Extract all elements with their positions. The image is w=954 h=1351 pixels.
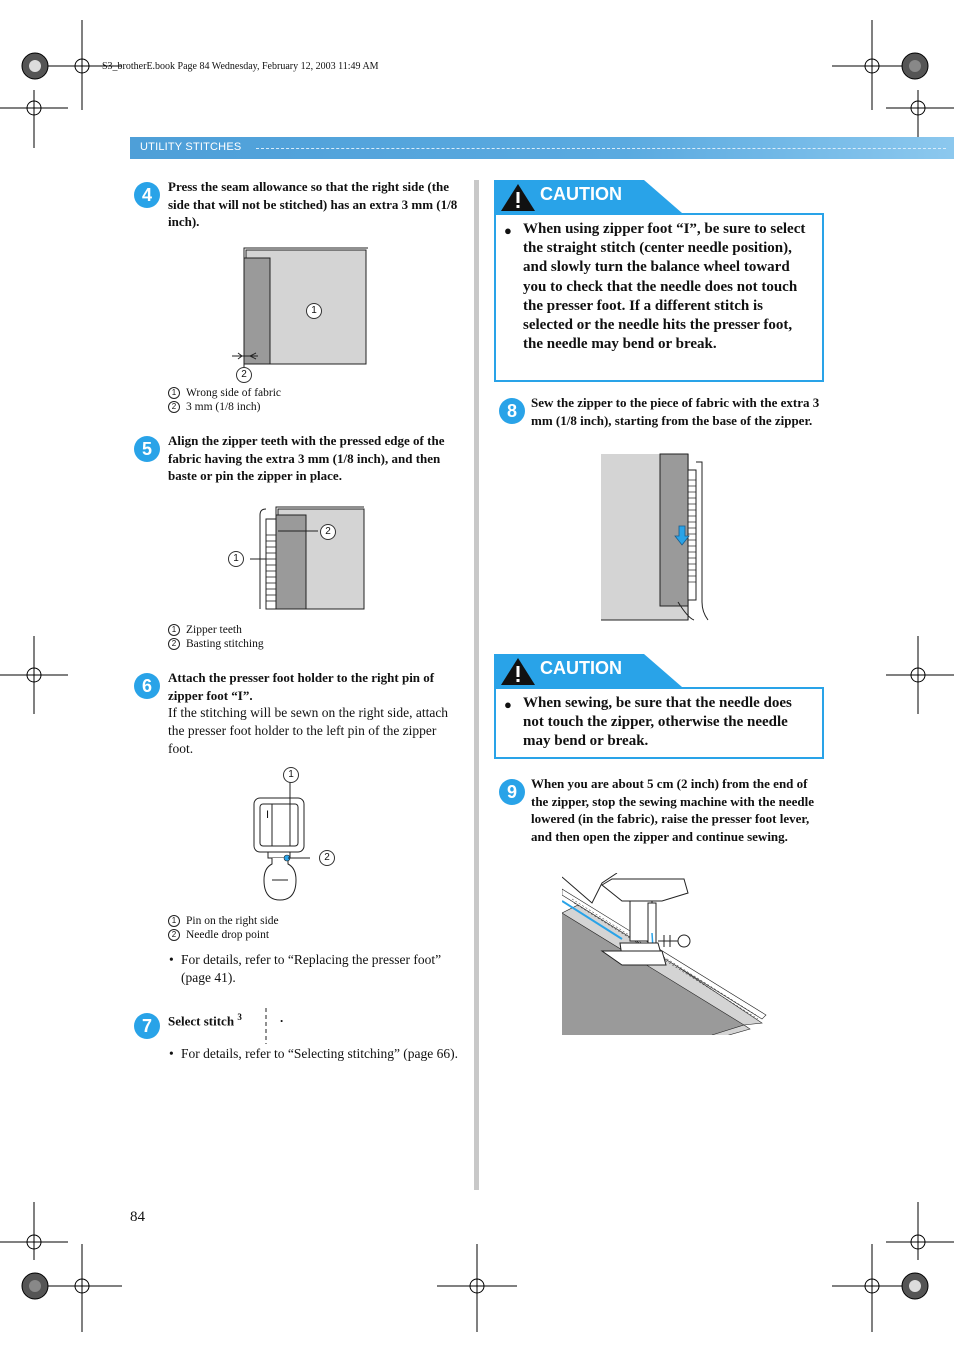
- file-meta: S3_brotherE.book Page 84 Wednesday, February 12, 2003 11:49 AM: [102, 61, 379, 72]
- step-9-text: When you are about 5 cm (2 inch) from the end of the zipper, stop the sewing machine with the needle lowered (in the fabric), raise the presser foot lever, and then open the zipper and continue sewing.: [531, 776, 814, 844]
- sew-zipper-illustration: [598, 452, 714, 626]
- caption-item: [168, 386, 281, 400]
- page-number: 84: [130, 1209, 145, 1225]
- callout-2: 2: [320, 524, 336, 540]
- step-number: 4: [134, 182, 160, 208]
- caption-item: [168, 623, 264, 637]
- caption-num: 2: [168, 929, 180, 941]
- step-number: 7: [134, 1013, 160, 1039]
- caution-item: [504, 694, 812, 752]
- stitch-number: 3: [237, 1012, 242, 1022]
- zipper-alignment-illustration: [250, 505, 366, 611]
- section-title: UTILITY STITCHES: [140, 141, 242, 153]
- caption-num: 2: [168, 638, 180, 650]
- bullet-icon: •: [169, 1046, 174, 1061]
- caption-item: [168, 400, 281, 414]
- callout-1: 1: [228, 551, 244, 567]
- fabric-fold-illustration: [228, 244, 370, 370]
- caption-text: Basting stitching: [186, 638, 264, 650]
- note-text: For details, refer to “Selecting stitching” (page 66).: [181, 1046, 459, 1061]
- step-8-text: Sew the zipper to the piece of fabric with the extra 3 mm (1/8 inch), starting from the base of the zipper.: [531, 395, 820, 428]
- straight-stitch-icon: [262, 1006, 270, 1046]
- step-4-text: Press the seam allowance so that the right side (the side that will not be stitched) has an extra 3 mm (1/8 inch).: [168, 179, 458, 229]
- caution-text: When using zipper foot “I”, be sure to select the straight stitch (center needle position), and slowly turn the balance wheel toward you to check that the needle does not touch the presser foot. If a different stitch is selected or the needle hits the presser foot, the needle may bend or break.: [523, 221, 806, 353]
- caption-text: Zipper teeth: [186, 624, 242, 636]
- bullet-icon: ●: [504, 697, 512, 712]
- step-5-text: Align the zipper teeth with the pressed edge of the fabric having the extra 3 mm (1/8 inch), and then baste or pin the zipper in place.: [168, 433, 445, 483]
- step-number: 9: [499, 779, 525, 805]
- caption-num: 1: [168, 915, 180, 927]
- step-number: 6: [134, 673, 160, 699]
- caption-text: Pin on the right side: [186, 915, 279, 927]
- bullet-icon: •: [169, 952, 174, 967]
- caption-text: Wrong side of fabric: [186, 387, 282, 399]
- caution-label: CAUTION: [540, 184, 622, 204]
- caution-text: When sewing, be sure that the needle does not touch the zipper, otherwise the needle may bend or break.: [523, 695, 792, 750]
- sewing-machine-illustration: [562, 873, 772, 1037]
- step-number: 5: [134, 436, 160, 462]
- caption-item: [168, 928, 279, 942]
- caption-list: [168, 623, 264, 651]
- caption-list: [168, 914, 279, 942]
- caption-text: Needle drop point: [186, 929, 270, 941]
- caption-num: 1: [168, 387, 180, 399]
- callout-1: 1: [306, 303, 322, 319]
- bullet-icon: ●: [504, 223, 512, 238]
- band-rule: [256, 148, 946, 149]
- note-item: [168, 1045, 460, 1063]
- step-6-title: Attach the presser foot holder to the right pin of zipper foot “I”.: [168, 670, 435, 703]
- caution-item: [504, 220, 812, 354]
- foot-letter: I: [266, 809, 270, 821]
- step-7-label: Select stitch: [168, 1013, 235, 1029]
- step-7-text: [168, 1009, 242, 1030]
- caption-item: [168, 637, 264, 651]
- callout-2: 2: [236, 367, 252, 383]
- caption-num: 2: [168, 401, 180, 413]
- caption-list: [168, 386, 281, 414]
- step-6-body: If the stitching will be sewn on the right side, attach the presser foot holder to the left pin of the zipper foot.: [168, 705, 449, 756]
- zipper-foot-illustration: [250, 772, 310, 906]
- column-divider: [474, 180, 479, 1190]
- note-text: For details, refer to “Replacing the presser foot” (page 41).: [181, 952, 442, 985]
- caution-label: CAUTION: [540, 658, 622, 678]
- callout-2: 2: [319, 850, 335, 866]
- caption-item: [168, 914, 279, 928]
- caption-num: 1: [168, 624, 180, 636]
- note-item: [168, 951, 460, 987]
- step-number: 8: [499, 398, 525, 424]
- step-7-period: .: [280, 1010, 284, 1025]
- caption-text: 3 mm (1/8 inch): [186, 401, 261, 413]
- callout-1: 1: [283, 767, 299, 783]
